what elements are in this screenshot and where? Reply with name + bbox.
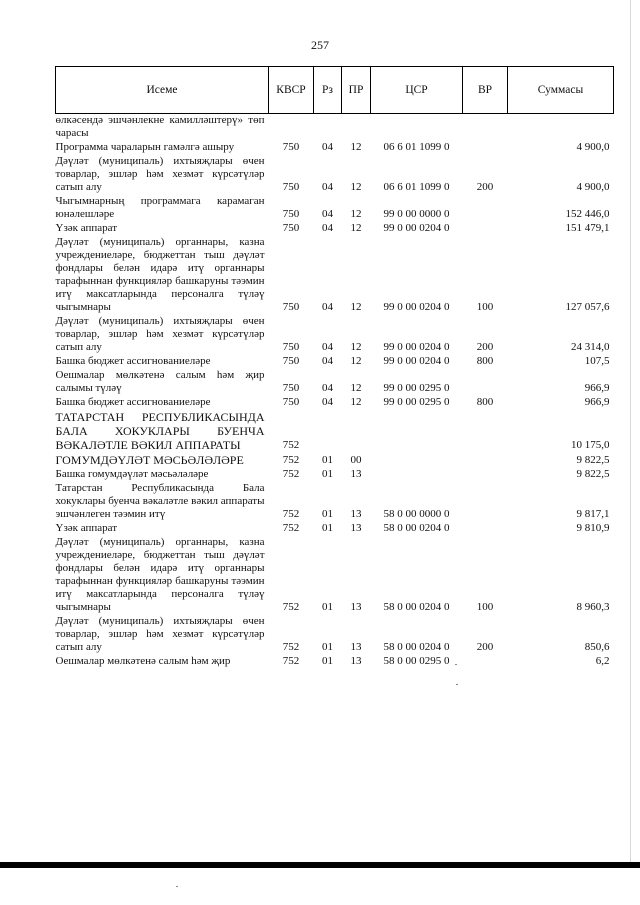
cell-kvsr: 750 xyxy=(282,208,300,220)
cell-sum: 9 822,5 xyxy=(576,468,610,480)
cell-kvsr: 752 xyxy=(282,641,300,653)
cell-kvsr: 750 xyxy=(282,355,300,367)
cell-kvsr: 752 xyxy=(282,454,300,466)
cell-name: Үзәк аппарат xyxy=(55,522,118,534)
cell-pr: 13 xyxy=(350,601,362,613)
cell-csr: 99 0 00 0000 0 xyxy=(383,208,450,220)
header-rz: Рз xyxy=(314,67,342,114)
cell-sum: 9 822,5 xyxy=(576,454,610,466)
cell-pr: 13 xyxy=(350,641,362,653)
cell-sum: 9 810,9 xyxy=(576,522,610,534)
cell-name: Дәүләт (муниципаль) органнары, казна учреждениеләре, бюджеттан тыш дәүләт фондлары белән идарә итү органнары тарафыннан функцияләр башкаруны тәэмин итү максатларында персоналга түләү чыгымнары xyxy=(55,236,265,313)
cell-pr: 13 xyxy=(350,522,362,534)
table-row xyxy=(56,221,614,235)
cell-name: Оешмалар мөлкәтенә салым һәм җир xyxy=(55,655,231,667)
cell-sum xyxy=(508,114,614,141)
cell-sum: 4 900,0 xyxy=(576,181,610,193)
cell-csr xyxy=(371,409,463,452)
table-row xyxy=(56,614,614,654)
cell-csr: 99 0 00 0295 0 xyxy=(383,396,450,408)
cell-sum: 4 900,0 xyxy=(576,141,610,153)
scan-speck xyxy=(455,664,457,665)
cell-name: Дәүләт (муниципаль) ихтыяҗлары өчен товарлар, эшләр һәм хезмәт күрсәтүләр сатып алу xyxy=(55,615,265,653)
cell-vr xyxy=(463,114,508,141)
cell-name: Башка бюджет ассигнованиеләре xyxy=(55,396,211,408)
cell-vr xyxy=(463,368,508,395)
cell-kvsr: 750 xyxy=(282,341,300,353)
cell-csr xyxy=(371,114,463,141)
cell-name: Дәүләт (муниципаль) органнары, казна учреждениеләре, бюджеттан тыш дәүләт фондлары белән идарә итү органнары тарафыннан функцияләр башкаруны тәэмин итү максатларында персоналга түләү чыгымнары xyxy=(55,536,265,613)
cell-name: өлкәсендә эшчәнлекне камилләштерү» төп чарасы xyxy=(55,114,265,139)
cell-sum: 8 960,3 xyxy=(576,601,610,613)
cell-pr: 12 xyxy=(350,222,362,234)
table-row xyxy=(56,194,614,221)
table-row xyxy=(56,154,614,194)
cell-kvsr: 750 xyxy=(282,382,300,394)
cell-kvsr: 752 xyxy=(282,655,300,667)
cell-rz: 01 xyxy=(322,508,333,520)
cell-rz: 04 xyxy=(322,181,333,193)
cell-vr xyxy=(463,481,508,521)
cell-rz: 01 xyxy=(322,522,333,534)
cell-vr: 100 xyxy=(476,301,494,313)
cell-pr: 12 xyxy=(350,141,362,153)
cell-kvsr: 752 xyxy=(282,601,300,613)
cell-vr xyxy=(463,221,508,235)
cell-name: Башка гомумдәүләт мәсьәләләре xyxy=(55,468,209,480)
cell-vr: 200 xyxy=(476,181,494,193)
cell-rz: 04 xyxy=(322,222,333,234)
header-pr: ПР xyxy=(342,67,371,114)
scan-speck xyxy=(456,684,458,685)
cell-vr xyxy=(463,194,508,221)
cell-rz: 01 xyxy=(322,655,333,667)
cell-kvsr: 750 xyxy=(282,181,300,193)
cell-vr xyxy=(463,521,508,535)
header-csr: ЦСР xyxy=(371,67,463,114)
header-name: Исеме xyxy=(56,67,269,114)
cell-rz: 01 xyxy=(322,641,333,653)
cell-vr: 800 xyxy=(476,396,494,408)
cell-kvsr: 752 xyxy=(282,468,300,480)
cell-rz: 04 xyxy=(322,141,333,153)
cell-csr: 06 6 01 1099 0 xyxy=(383,181,450,193)
cell-name: Үзәк аппарат xyxy=(55,222,118,234)
cell-vr xyxy=(463,409,508,452)
cell-csr: 99 0 00 0204 0 xyxy=(383,355,450,367)
cell-csr: 58 0 00 0000 0 xyxy=(383,508,450,520)
cell-name: Дәүләт (муниципаль) ихтыяҗлары өчен товарлар, эшләр һәм хезмәт күрсәтүләр сатып алу xyxy=(55,155,265,193)
budget-table xyxy=(55,66,614,668)
table-row xyxy=(56,481,614,521)
cell-pr: 13 xyxy=(350,468,362,480)
table-row xyxy=(56,368,614,395)
cell-name: ГОМУМДӘҮЛӘТ МӘСЬӘЛӘЛӘРЕ xyxy=(55,453,244,467)
cell-kvsr: 750 xyxy=(282,222,300,234)
cell-rz: 01 xyxy=(322,454,333,466)
cell-csr: 06 6 01 1099 0 xyxy=(383,141,450,153)
cell-csr: 58 0 00 0204 0 xyxy=(383,601,450,613)
table-row xyxy=(56,535,614,614)
cell-rz xyxy=(314,409,342,452)
cell-rz: 04 xyxy=(322,341,333,353)
cell-vr xyxy=(463,140,508,154)
page-bottom-rule xyxy=(0,862,640,868)
table-row xyxy=(56,314,614,354)
cell-pr: 12 xyxy=(350,208,362,220)
cell-csr: 58 0 00 0295 0 xyxy=(383,655,450,667)
cell-sum: 24 314,0 xyxy=(571,341,610,353)
cell-rz: 04 xyxy=(322,301,333,313)
cell-vr: 200 xyxy=(476,641,494,653)
cell-vr: 100 xyxy=(476,601,494,613)
scan-edge-line xyxy=(630,0,631,862)
cell-pr: 13 xyxy=(350,508,362,520)
cell-sum: 9 817,1 xyxy=(576,508,610,520)
cell-rz: 04 xyxy=(322,382,333,394)
cell-pr: 00 xyxy=(350,454,362,466)
cell-sum: 107,5 xyxy=(584,355,610,367)
cell-name: Башка бюджет ассигнованиеләре xyxy=(55,355,211,367)
cell-sum: 127 057,6 xyxy=(565,301,610,313)
cell-pr: 12 xyxy=(350,301,362,313)
table-row xyxy=(56,140,614,154)
table-header-row xyxy=(56,67,614,114)
cell-pr xyxy=(342,114,371,141)
cell-rz: 04 xyxy=(322,396,333,408)
cell-name: Чыгымнарның программага карамаган юнәлешләре xyxy=(55,195,265,220)
scan-speck xyxy=(176,886,178,887)
cell-vr xyxy=(463,452,508,467)
cell-name: Татарстан Республикасында Бала хокуклары буенча вәкаләтле вәкил аппараты эшчәнлеген тәэмин итү xyxy=(55,482,265,520)
cell-kvsr: 752 xyxy=(282,508,300,520)
cell-name: Программа чараларын гамәлгә ашыру xyxy=(55,141,235,153)
cell-name: ТАТАРСТАН РЕСПУБЛИКАСЫНДА БАЛА ХОКУКЛАРЫ БУЕНЧА ВӘКАЛӘТЛЕ ВӘКИЛ АППАРАТЫ xyxy=(55,410,265,452)
cell-sum: 850,6 xyxy=(584,641,610,653)
cell-sum: 966,9 xyxy=(584,396,610,408)
cell-name: Оешмалар мөлкәтенә салым һәм җир салымы түләү xyxy=(55,369,265,394)
cell-kvsr: 752 xyxy=(282,439,300,451)
cell-sum: 966,9 xyxy=(584,382,610,394)
header-kvsr: КВСР xyxy=(269,67,314,114)
table-row xyxy=(56,354,614,368)
cell-pr: 12 xyxy=(350,341,362,353)
table-row xyxy=(56,235,614,314)
cell-vr xyxy=(463,467,508,481)
table-row xyxy=(56,654,614,668)
cell-csr xyxy=(371,467,463,481)
cell-pr xyxy=(342,409,371,452)
cell-pr: 13 xyxy=(350,655,362,667)
cell-pr: 12 xyxy=(350,382,362,394)
cell-sum: 152 446,0 xyxy=(565,208,610,220)
cell-vr xyxy=(463,654,508,668)
page-number: 257 xyxy=(311,38,329,52)
header-sum: Суммасы xyxy=(508,67,614,114)
cell-sum: 151 479,1 xyxy=(565,222,610,234)
table-row xyxy=(56,521,614,535)
table-row xyxy=(56,114,614,141)
cell-pr: 12 xyxy=(350,355,362,367)
cell-kvsr: 750 xyxy=(282,141,300,153)
cell-kvsr: 750 xyxy=(282,301,300,313)
table-row xyxy=(56,467,614,481)
table-row xyxy=(56,409,614,452)
cell-kvsr xyxy=(269,114,314,141)
cell-rz: 01 xyxy=(322,468,333,480)
cell-csr: 99 0 00 0295 0 xyxy=(383,382,450,394)
cell-kvsr: 752 xyxy=(282,522,300,534)
cell-vr: 800 xyxy=(476,355,494,367)
cell-csr: 58 0 00 0204 0 xyxy=(383,522,450,534)
table-row xyxy=(56,395,614,409)
table-body xyxy=(56,114,614,669)
cell-sum: 10 175,0 xyxy=(571,439,610,451)
cell-csr xyxy=(371,452,463,467)
cell-rz: 04 xyxy=(322,208,333,220)
cell-sum: 6,2 xyxy=(595,655,610,667)
header-vr: ВР xyxy=(463,67,508,114)
cell-rz xyxy=(314,114,342,141)
cell-pr: 12 xyxy=(350,396,362,408)
cell-pr: 12 xyxy=(350,181,362,193)
cell-csr: 99 0 00 0204 0 xyxy=(383,341,450,353)
cell-rz: 01 xyxy=(322,601,333,613)
cell-rz: 04 xyxy=(322,355,333,367)
cell-csr: 99 0 00 0204 0 xyxy=(383,222,450,234)
cell-kvsr: 750 xyxy=(282,396,300,408)
cell-csr: 99 0 00 0204 0 xyxy=(383,301,450,313)
cell-csr: 58 0 00 0204 0 xyxy=(383,641,450,653)
table-row xyxy=(56,452,614,467)
cell-vr: 200 xyxy=(476,341,494,353)
cell-name: Дәүләт (муниципаль) ихтыяҗлары өчен товарлар, эшләр һәм хезмәт күрсәтүләр сатып алу xyxy=(55,315,265,353)
